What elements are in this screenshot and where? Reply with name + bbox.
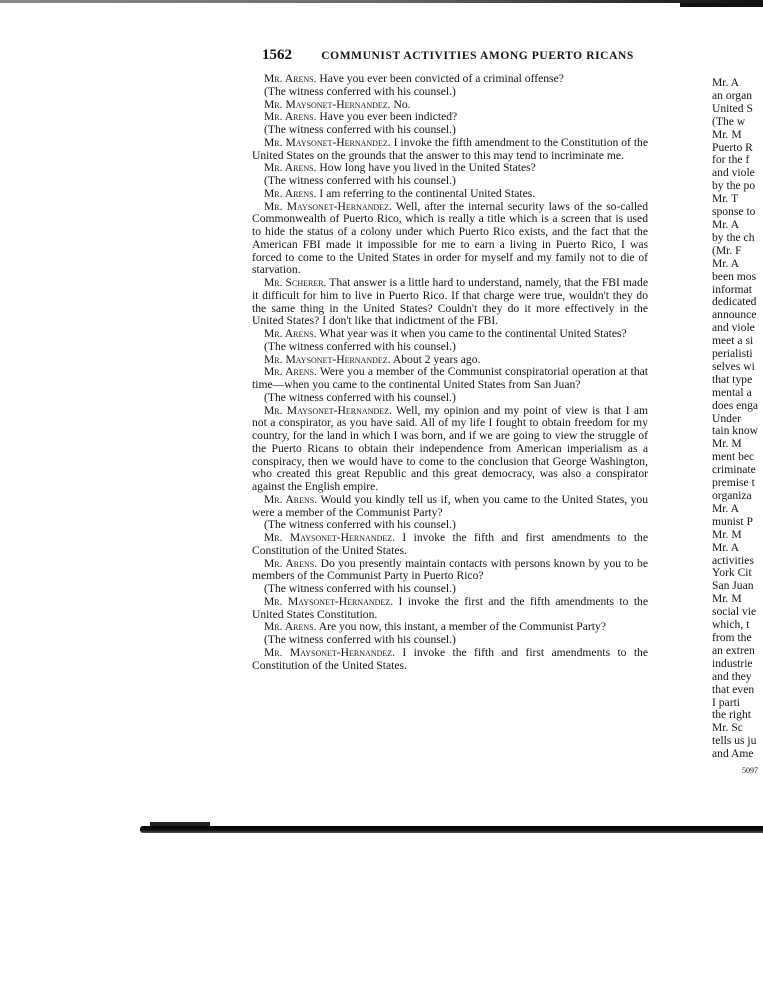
right-fragment-line: United S	[712, 101, 753, 115]
right-fragment-line: criminate	[712, 463, 756, 477]
testimony-paragraph	[252, 596, 648, 622]
speaker-name: Mr. Arens.	[264, 186, 317, 200]
running-head: COMMUNIST ACTIVITIES AMONG PUERTO RICANS	[321, 50, 634, 62]
right-fragment-line: activities	[712, 553, 754, 567]
right-fragment-line: mental a	[712, 385, 752, 399]
right-fragment-line: Mr. A	[712, 540, 740, 554]
testimony-paragraph	[252, 137, 648, 163]
paragraph-text: I invoke the first and the fifth amendments to the United States Constitution.	[252, 594, 648, 621]
paragraph-text: (The witness conferred with his counsel.)	[264, 339, 456, 353]
right-fragment-line: Mr. M	[712, 527, 742, 541]
right-fragment-line: (Mr. F	[712, 243, 742, 257]
print-job-code: 5097	[742, 766, 758, 776]
right-fragment-line: Mr. T	[712, 192, 739, 206]
testimony-paragraph	[252, 494, 648, 520]
right-fragment-line: an organ	[712, 88, 753, 102]
testimony-paragraph	[252, 201, 648, 278]
page-header	[262, 47, 662, 64]
paragraph-text: I invoke the fifth and first amendments to the Constitution of the United States.	[252, 645, 648, 672]
right-fragment-line: that type	[712, 372, 753, 386]
top-scan-edge-dark	[680, 3, 763, 7]
speaker-name: Mr. Arens.	[264, 620, 317, 634]
speaker-name: Mr. Maysonet-Hernandez.	[264, 645, 396, 659]
speaker-name: Mr. Arens.	[264, 161, 317, 175]
speaker-name: Mr. Maysonet-Hernandez.	[264, 352, 391, 366]
page-number: 1562	[262, 47, 292, 63]
speaker-name: Mr. Maysonet-Hernandez.	[264, 97, 391, 111]
right-fragment-line: tells us ju	[712, 734, 757, 748]
right-fragment-line: Mr. M	[712, 592, 742, 606]
right-fragment-line: Under	[712, 411, 741, 425]
paragraph-text: Would you kindly tell us if, when you came to the United States, you were a member of the Communist Party?	[252, 492, 648, 519]
testimony-paragraph	[252, 558, 648, 584]
paragraph-text: Well, my opinion and my point of view is that I am not a conspirator, as you have said. All of my life I fought to obtain freedom for my country, for the land in which I was born, and if we are going to view the struggle of the Puerto Ricans to obtain their independence from American imperialism as a conspiracy, then we would have to come to the conclusion that George Washington, who created this great Republic and this great democracy, was also a conspirator against the English empire.	[252, 403, 648, 493]
right-fragment-line: premise t	[712, 476, 755, 490]
right-fragment-line: an extren	[712, 643, 755, 657]
right-fragment-line: perialisti	[712, 347, 753, 361]
paragraph-text: Were you a member of the Communist conspiratorial operation at that time—when you came to the continental United States from San Juan?	[252, 365, 648, 391]
right-fragment-line: informat	[712, 282, 752, 296]
right-fragment-line: San Juan	[712, 579, 754, 593]
paragraph-text: (The witness conferred with his counsel.)	[264, 84, 456, 98]
paragraph-text: That answer is a little hard to understand, namely, that the FBI made it difficult for him to live in Puerto Rico. If that charge were true, wouldn't they do the same thing in the United States? Couldn't they do it more effectively in the United States? I don't like that indictment of the FBI.	[252, 276, 648, 328]
right-fragment-line: ment bec	[712, 450, 755, 464]
paragraph-text: (The witness conferred with his counsel.)	[264, 123, 456, 136]
right-fragment-line: dedicated	[712, 295, 757, 309]
right-fragment-line: Mr. M	[712, 127, 742, 141]
right-fragment-line: (The w	[712, 114, 746, 128]
speaker-name: Mr. Arens.	[264, 327, 317, 340]
right-fragment-line: Mr. A	[712, 76, 740, 89]
speaker-name: Mr. Maysonet-Hernandez.	[264, 403, 392, 417]
right-fragment-line: I parti	[712, 695, 741, 709]
speaker-name: Mr. Arens.	[264, 492, 318, 506]
paragraph-text: Are you now, this instant, a member of the Communist Party?	[316, 620, 606, 634]
bottom-scan-edge	[140, 826, 763, 833]
right-fragment-line: been mos	[712, 269, 757, 283]
right-fragment-line: munist P	[712, 514, 753, 528]
paragraph-text: (The witness conferred with his counsel.)	[264, 174, 456, 187]
right-fragment-line: selves wi	[712, 359, 755, 373]
paragraph-text: Have you ever been convicted of a criminal offense?	[316, 72, 564, 85]
right-fragment-line: and they	[712, 669, 752, 683]
speaker-name: Mr. Scherer.	[264, 276, 327, 289]
right-fragment-line: and viole	[712, 166, 755, 180]
paragraph-text: (The witness conferred with his counsel.)	[264, 633, 456, 646]
paragraph-text: No.	[390, 97, 411, 111]
right-fragment-line: which, t	[712, 618, 750, 632]
speaker-name: Mr. Arens.	[264, 556, 318, 570]
right-fragment-line: Mr. A	[712, 256, 740, 270]
main-text-column	[252, 73, 648, 672]
paragraph-text: How long have you lived in the United States?	[316, 161, 536, 175]
testimony-paragraph	[252, 647, 648, 673]
testimony-paragraph	[252, 532, 648, 558]
right-fragment-line: Puerto R	[712, 140, 753, 154]
right-fragment-line: organiza	[712, 489, 752, 502]
right-fragment-line: industrie	[712, 656, 753, 670]
speaker-name: Mr. Maysonet-Hernandez.	[264, 199, 392, 213]
paragraph-text: About 2 years ago.	[390, 352, 481, 366]
paragraph-text: I am referring to the continental United States.	[316, 186, 536, 200]
right-fragment-line: tain know	[712, 424, 759, 438]
right-fragment-line: the right	[712, 708, 751, 722]
speaker-name: Mr. Maysonet-Hernandez.	[264, 594, 394, 608]
speaker-name: Mr. Maysonet-Hernandez.	[264, 531, 396, 544]
right-fragment-line: Mr. A	[712, 217, 740, 231]
paragraph-text: Do you presently maintain contacts with persons known by you to be members of the Communist Party in Puerto Rico?	[252, 556, 648, 583]
right-fragment-line: announce	[712, 308, 757, 322]
right-fragment-line: Mr. M	[712, 437, 742, 451]
paragraph-text: Have you ever been indicted?	[316, 110, 458, 124]
paragraph-text: What year was it when you came to the continental United States?	[316, 327, 627, 340]
paragraph-text: I invoke the fifth amendment to the Constitution of the United States on the grounds that the answer to this may tend to incriminate me.	[252, 135, 649, 162]
speaker-name: Mr. Maysonet-Hernandez.	[264, 135, 391, 149]
right-fragment-line: by the po	[712, 179, 756, 193]
right-fragment-line: meet a si	[712, 334, 754, 348]
speaker-name: Mr. Arens.	[264, 365, 317, 379]
right-fragment-line: social vie	[712, 605, 757, 619]
right-fragment-line: by the ch	[712, 230, 755, 244]
paragraph-text: (The witness conferred with his counsel.)	[264, 518, 456, 532]
right-fragment-line: and viole	[712, 321, 755, 335]
right-fragment-line: from the	[712, 630, 752, 644]
right-fragment-line: does enga	[712, 398, 759, 412]
right-fragment-line: that even	[712, 682, 755, 696]
right-fragment-line: Mr. A	[712, 501, 740, 515]
paragraph-text: (The witness conferred with his counsel.)	[264, 390, 456, 404]
right-page-fragment-column	[712, 77, 763, 778]
top-scan-edge	[0, 0, 763, 3]
right-fragment-line: York Cit	[712, 566, 752, 580]
testimony-paragraph	[252, 405, 648, 494]
paragraph-text: Well, after the internal security laws of the so-called Commonwealth of Puerto Rico, which is really a title which is a screen that is used to hide the status of a colony under which Puerto Rico exists, and the fact that the American FBI made it impossible for me to earn a living in Puerto Rico, I was forced to come to the United States in order for myself and my family not to die of starvation.	[252, 199, 648, 277]
right-fragment-line: for the f	[712, 153, 750, 167]
speaker-name: Mr. Arens.	[264, 110, 317, 124]
right-fragment-line: Mr. Sc	[712, 721, 743, 735]
right-fragment-line: and Ame	[712, 747, 754, 761]
testimony-paragraph	[252, 366, 648, 392]
testimony-paragraph	[252, 277, 648, 328]
paragraph-text: I invoke the fifth and first amendments to the Constitution of the United States.	[252, 531, 648, 557]
right-fragment-line: sponse to	[712, 205, 756, 219]
speaker-name: Mr. Arens.	[264, 72, 317, 85]
paragraph-text: (The witness conferred with his counsel.)	[264, 582, 456, 595]
